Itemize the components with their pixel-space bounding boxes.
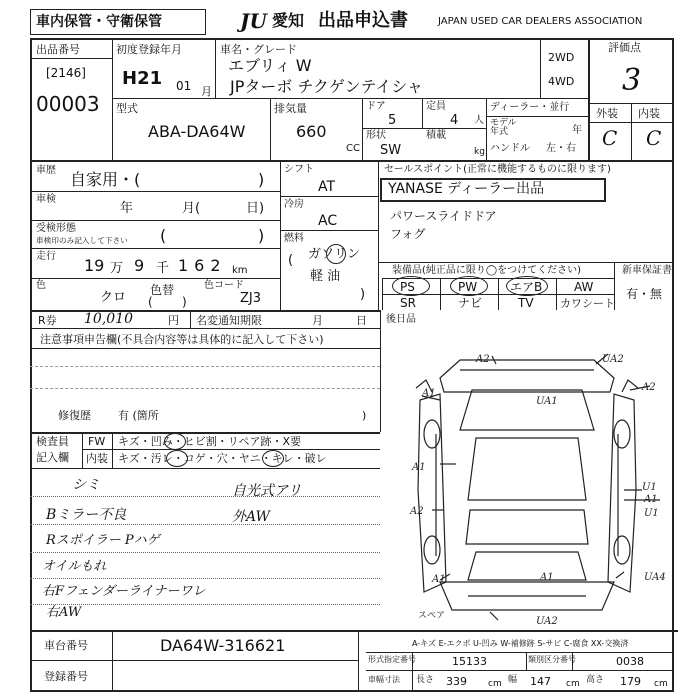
fw-label: FW (88, 435, 106, 448)
doors-value: 5 (388, 113, 397, 128)
fuel-gasoline: ガソリン (308, 247, 361, 262)
int-dirt-circle (166, 450, 188, 467)
plate-label: 登録番号 (44, 670, 88, 683)
mark-left-front-a1: A1 (422, 388, 436, 399)
inspection-month: 月( (182, 201, 201, 216)
color-value: クロ (100, 290, 127, 305)
inspection-year: 年 (120, 201, 134, 216)
mark-hood-ua1: UA1 (536, 396, 558, 407)
mileage-label: 走行 (36, 251, 56, 262)
inspection-label: 車検 (36, 194, 56, 205)
fuel-circle (326, 244, 346, 264)
int-nicotine-circle (262, 450, 284, 467)
model-year-unit: 年 (572, 125, 582, 136)
equipment-label: 装備品(純正品に限り◯をつけてください) (392, 265, 581, 276)
chassis-label: 車台番号 (44, 639, 88, 652)
receipt-label: 受検形態 (36, 223, 76, 234)
inspection-day: 日) (246, 201, 265, 216)
exterior-label: 外装 (596, 107, 618, 120)
equip-ps: PS (400, 280, 415, 294)
note-liner: 右Fフェンダーライナーワレ (42, 584, 206, 599)
dealer-label: ディーラー・並行 (490, 102, 570, 113)
equip-pw-circle (450, 276, 488, 296)
interior-label: 内装 (638, 107, 660, 120)
color-label: 色 (36, 280, 46, 291)
category-value: 0038 (616, 655, 644, 668)
shape-label: 形状 (366, 130, 386, 141)
mark-spare: スペア (418, 611, 446, 621)
int-items: キズ・汚レ・コゲ・穴・ヤニ・キレ・破レ (118, 452, 327, 465)
capacity-label: 定員 (426, 101, 446, 112)
association-name: JAPAN USED CAR DEALERS ASSOCIATION (438, 16, 643, 27)
displacement-unit: CC (346, 143, 360, 154)
receipt-close: ) (258, 226, 265, 245)
equip-pw: PW (458, 280, 478, 294)
storage-label: 車内保管・守衛保管 (36, 14, 162, 30)
length-unit: cm (488, 679, 502, 689)
entry-label: 記入欄 (36, 451, 69, 464)
height-label: 高さ (586, 675, 605, 685)
capacity-value: 4 (450, 113, 459, 128)
mark-front-ua2: UA2 (602, 354, 624, 365)
color-change-close: ) (182, 295, 187, 309)
equip-leather: カワシート (560, 297, 615, 310)
width-label: 幅 (508, 675, 518, 685)
doors-label: ドア (366, 101, 386, 112)
mark-right-front-a2: A2 (642, 382, 656, 393)
car-body-diagram (380, 330, 674, 626)
equip-aw: AW (574, 280, 594, 294)
note-oil: オイルもれ (42, 559, 107, 574)
ac-label: 冷房 (284, 199, 304, 210)
length-value: 339 (446, 675, 467, 688)
mark-front-a2: A2 (476, 354, 490, 365)
lot-number: 00003 (36, 92, 100, 116)
recycle-label: R券 (38, 314, 57, 327)
equip-airbag-circle (506, 276, 548, 296)
int-label: 内装 (86, 452, 108, 465)
color-change-open: ( (148, 295, 153, 309)
shape-value: SW (380, 143, 402, 158)
mileage-v1: 19 (84, 256, 105, 275)
fw-items: キズ・凹み・ヒビ割・リペア跡・X要 (118, 435, 302, 448)
dims-label: 車幅寸法 (368, 675, 400, 684)
warranty-value: 有・無 (626, 287, 663, 301)
shift-value: AT (318, 179, 336, 195)
note-stain: シミ (72, 477, 100, 493)
model-year-label: モデル年式 (490, 118, 517, 137)
later-docs-label: 後日品 (386, 314, 416, 325)
registration-era: H21 (122, 68, 163, 89)
designation-value: 15133 (452, 655, 487, 668)
recycle-unit: 円 (168, 314, 179, 327)
sales-line2: パワースライドドア (390, 209, 497, 223)
mileage-u2: 千 (156, 261, 170, 276)
displacement-value: 660 (296, 122, 327, 141)
fuel-label: 燃料 (284, 233, 304, 244)
notes-label: 注意事項申告欄(不具合内容等は具体的に記入して下さい) (40, 333, 324, 346)
transfer-month: 月 (312, 314, 323, 327)
mark-right-u1-upper: U1 (642, 482, 657, 493)
color-code: ZJ3 (240, 291, 262, 306)
mark-right-a1: A1 (644, 494, 658, 505)
handle-options: 左・右 (546, 143, 576, 154)
lot-label: 出品番号 (36, 43, 80, 56)
category-label: 類別区分番号 (528, 655, 576, 664)
load-unit: kg (474, 147, 485, 157)
capacity-unit: 人 (474, 115, 484, 126)
note-mirror: Bミラー不良 (46, 507, 127, 523)
form-title: 出品申込書 (318, 10, 408, 31)
fuel-open: ( (288, 253, 294, 268)
usage-close: ) (258, 170, 265, 189)
damage-legend: A-キズ E-エクボ U-凹み W-補修跡 S-サビ C-腐食 XX-交換済 (412, 639, 629, 648)
equip-sr: SR (400, 296, 416, 310)
usage-value: 自家用・( (70, 170, 141, 189)
equip-ps-circle (392, 276, 430, 296)
registration-month: 01 (176, 79, 192, 93)
model-value: ABA-DA64W (148, 122, 246, 141)
chassis-value: DA64W-316621 (160, 636, 286, 655)
fuel-close: ) (360, 287, 366, 302)
recycle-value: 10,010 (84, 311, 133, 327)
registration-label: 初度登録年月 (116, 43, 182, 56)
grade-label: 評価点 (608, 41, 641, 54)
inspector-label: 検査員 (36, 435, 69, 448)
car-grade: JPターボ チクゲンテイシャ (230, 77, 424, 96)
receipt-open: ( (160, 226, 167, 245)
repair-close: ) (362, 409, 367, 422)
equip-navi: ナビ (458, 296, 483, 310)
fuel-diesel: 軽 油 (310, 269, 341, 284)
mileage-v3: 162 (178, 256, 227, 275)
mark-left-rear-a1: A1 (432, 574, 446, 585)
mark-left-door-a1: A1 (412, 462, 426, 473)
usage-label: 車歴 (36, 165, 56, 176)
car-name: エブリィ W (228, 56, 312, 75)
note-right-aw: 右AW (46, 605, 82, 620)
ac-value: AC (318, 213, 338, 229)
interior-grade: C (646, 126, 662, 150)
shift-label: シフト (284, 164, 314, 175)
sales-line1: YANASE ディーラー出品 (388, 181, 545, 197)
registration-month-unit: 月 (201, 85, 212, 98)
model-label: 型式 (116, 102, 138, 115)
note-outer-aw: 外AW (232, 509, 270, 525)
transfer-day: 日 (356, 314, 367, 327)
sales-line3: フォグ (390, 227, 426, 241)
height-unit: cm (654, 679, 668, 689)
mark-right-rear-ua4: UA4 (644, 572, 666, 583)
color-code-label: 色コード (204, 280, 244, 291)
repair-value: 有 (箇所 (118, 409, 159, 422)
mileage-v2: 9 (134, 256, 145, 275)
equip-airbag: エアB (510, 280, 543, 294)
receipt-note: 車検印のみ記入して下さい (36, 237, 128, 246)
lot-bracket: [2146] (46, 66, 86, 80)
org-name: 愛知 (272, 11, 305, 30)
ju-logo: JU (240, 9, 267, 33)
fw-dent-circle (164, 433, 186, 450)
note-spoiler: Rスポイラー Pハゲ (46, 533, 160, 548)
repair-label: 修復歴 (58, 409, 91, 422)
grade-score: 3 (622, 63, 642, 98)
load-label: 積載 (426, 130, 446, 141)
displacement-label: 排気量 (274, 102, 307, 115)
width-unit: cm (566, 679, 580, 689)
exterior-grade: C (602, 126, 618, 150)
handle-label: ハンドル (490, 143, 530, 154)
designation-label: 形式指定番号 (368, 655, 416, 664)
transfer-label: 名変通知期限 (196, 314, 262, 327)
width-value: 147 (530, 675, 551, 688)
sales-label: セールスポイント(正常に機能するものに限ります) (384, 164, 611, 175)
mileage-u1: 万 (110, 261, 124, 276)
length-label: 長さ (416, 675, 435, 685)
mark-rear-a1: A1 (540, 572, 554, 583)
mileage-unit: km (232, 265, 248, 276)
car-name-label: 車名・グレード (220, 43, 297, 56)
mark-rear-ua2: UA2 (536, 616, 558, 626)
note-fire-ext: 自光式アリ (232, 483, 302, 499)
drive-4wd: 4WD (548, 75, 575, 88)
color-change-label: 色替 (150, 283, 175, 297)
warranty-label: 新車保証書 (622, 265, 672, 276)
drive-2wd: 2WD (548, 51, 575, 64)
mark-left-door-a2: A2 (410, 506, 424, 517)
mark-right-u1-lower: U1 (644, 508, 659, 519)
height-value: 179 (620, 675, 641, 688)
equip-tv: TV (518, 296, 534, 310)
